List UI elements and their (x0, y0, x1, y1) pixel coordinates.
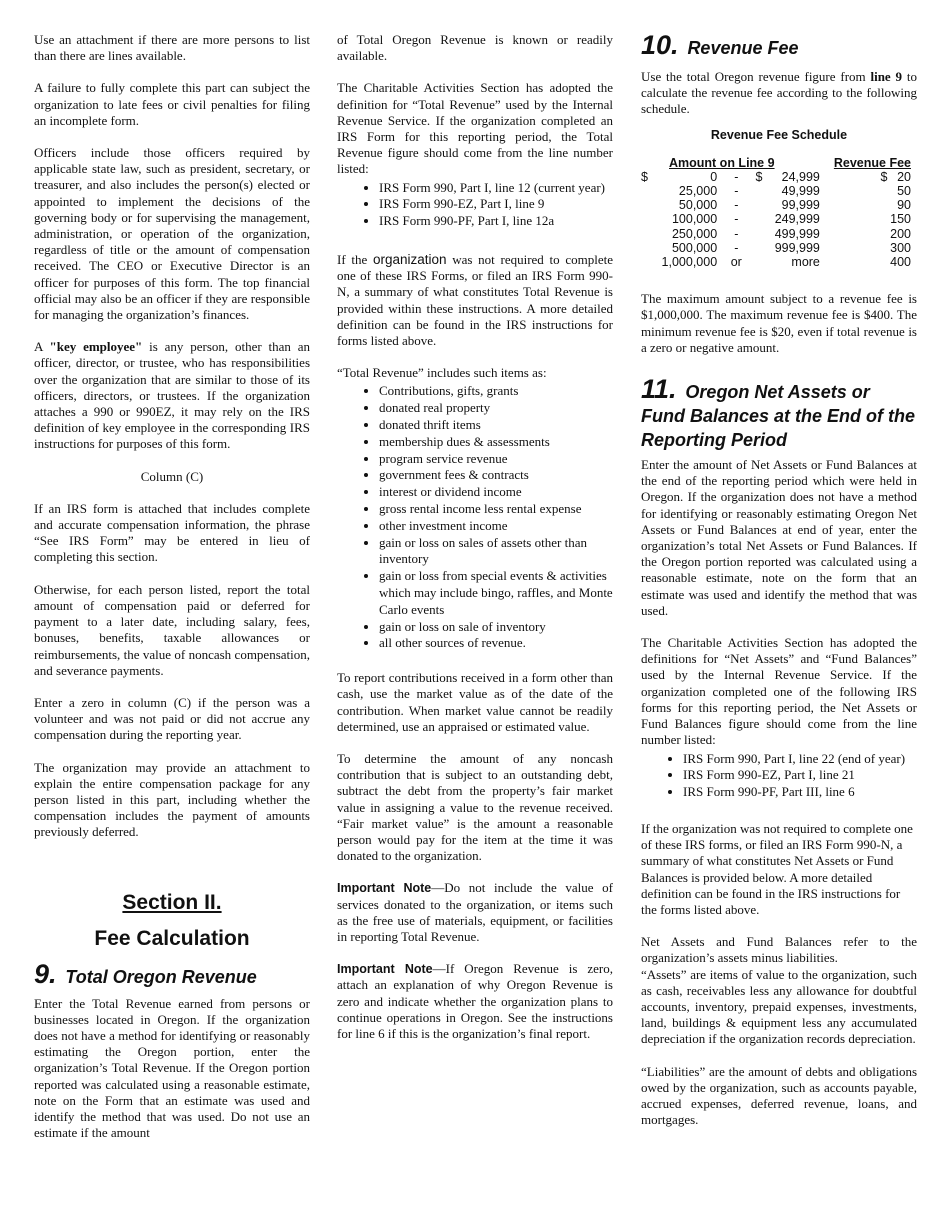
list-item: • gain or loss from special events & activities which may include bingo, raffles, and Monte Carlo events (379, 568, 613, 618)
revenue-items-list (337, 383, 613, 652)
list-item: • IRS Form 990, Part I, line 22 (end of year) (683, 751, 917, 768)
paragraph-known: of Total Oregon Revenue is known or readily available. (337, 32, 613, 64)
column-middle (337, 32, 613, 1058)
fee-cell-cur1 (641, 212, 655, 226)
fee-table-body (641, 170, 911, 269)
paragraph-failure: A failure to fully complete this part can subject the organization to late fees or civil penalties for filing an incomplete form. (34, 80, 310, 128)
fee-cell-fee: 150 (890, 212, 911, 227)
net-assets-irs-list (641, 751, 917, 801)
section-title: Section II. (122, 890, 222, 914)
list-item: • other investment income (379, 518, 613, 535)
paragraph-key-employee (34, 339, 310, 452)
heading-10-title: Revenue Fee (687, 38, 799, 58)
paragraph-revenue-fee (641, 69, 917, 118)
paragraph-maximum: The maximum amount subject to a revenue fee is $1,000,000. The maximum revenue fee is $400. The minimum revenue fee is $20, even if total revenue is a zero or negative amount. (641, 291, 917, 355)
list-item: • gain or loss on sales of assets other than inventory (379, 535, 613, 569)
fee-cell-cur2 (755, 227, 769, 241)
fee-cell-sep: - (734, 184, 739, 199)
fee-cell-fee: 400 (890, 255, 911, 270)
fee-cell-cur3: $ (880, 169, 888, 184)
list-item: • IRS Form 990-PF, Part III, line 6 (683, 784, 917, 801)
key-employee-lead: A (34, 339, 50, 355)
fee-cell-to: 999,999 (774, 240, 820, 255)
fee-cell-cur3 (820, 241, 888, 255)
paragraph-compensation: Otherwise, for each person listed, report the total amount of compensation paid or deferred for payment to a later date, including salary, fees, bonuses, benefits, taxable allowances or reimbursements, the value of noncash compensation, and severance payments. (34, 581, 310, 678)
column-left (34, 32, 310, 1157)
fee-cell-to: more (791, 255, 820, 270)
list-item: • government fees & contracts (379, 467, 613, 484)
fee-cell-cur2: $ (755, 169, 763, 184)
fee-cell-from: 25,000 (678, 184, 718, 199)
paragraph-attachment: Use an attachment if there are more persons to list than there are lines available. (34, 32, 310, 64)
fee-cell-cur3 (820, 255, 888, 269)
fee-cell-from: 0 (710, 169, 718, 184)
fee-cell-sep: - (734, 212, 739, 227)
paragraph-definition: The Charitable Activities Section has adopted the definition for “Total Revenue” used by the Internal Revenue Service. If the organization completed an IRS Form for this reporting period, the Total Revenue figure should come from the line number listed: (337, 80, 613, 177)
fee-cell-from: 250,000 (671, 226, 718, 241)
fee-cell-cur1 (641, 184, 655, 198)
not-required-rest: was not required to complete one of these IRS Forms, or filed an IRS Form 990-N, a summary of what constitutes Total Revenue is provided within these instructions. A more detailed definition can be found in the IRS instructions for forms listed above. (337, 252, 613, 349)
fee-row (641, 170, 911, 184)
list-item: • Contributions, gifts, grants (379, 383, 613, 400)
important-note-label: Important Note (337, 881, 432, 896)
important-note-text: —If Oregon Revenue is zero, attach an explanation of why Oregon Revenue is zero and indicate whether the organization plans to continue operations in Oregon. See the instructions for line 6 if this is the organization’s final report. (337, 961, 613, 1042)
fee-cell-cur2 (755, 212, 769, 226)
header-fee: Revenue Fee (833, 155, 911, 170)
heading-line-10 (641, 30, 917, 61)
column-right (641, 32, 917, 1144)
paragraph-officers: Officers include those officers required by applicable state law, such as president, secretary, or treasurer, and also includes the person(s) elected or appointed to implement the decisions of the governing body or for supervising the management, administration, or operation of the organization, regardless of title or the amount of compensation received. The CEO or Executive Director is an officer for purposes of this form. The top financial official may also be an officer if they are responsible for managing the organization’s finances. (34, 145, 310, 323)
revenue-fee-line-ref: line 9 (870, 69, 903, 84)
list-item: • membership dues & assessments (379, 434, 613, 451)
paragraph-assets: “Assets” are items of value to the organization, such as cash, receivables less any allowance for doubtful accounts, inventory, prepaid expenses, investments, land, buildings & equipment less any accumulated depreciation if the organization records depreciation. (641, 966, 917, 1047)
fee-cell-cur1 (641, 241, 655, 255)
fee-cell-cur2 (755, 198, 769, 212)
fee-cell-cur2 (755, 241, 769, 255)
fee-cell-sep: - (734, 226, 739, 241)
paragraph-net-assets: Enter the amount of Net Assets or Fund Balances at the end of the reporting period which were held in Oregon. If the organization does not have a method for identifying or reasonably estimating Oregon Net Assets or Fund Balances at end of year, enter the organization’s total Net Assets or Fund Balances. If the Oregon portion reported was calculated using a reasonable estimate, note on the form that an estimate was used and identify the method that was used. (641, 457, 917, 618)
fee-cell-cur3 (820, 184, 888, 198)
irs-form-list (337, 180, 613, 230)
important-note-zero-revenue (337, 961, 613, 1042)
fee-row (641, 198, 911, 212)
list-item: • program service revenue (379, 451, 613, 468)
fee-cell-cur1 (641, 255, 655, 269)
paragraph-not-required-990n: If the organization was not required to complete one of these IRS forms, or filed an IRS Form 990-N, a summary of what constitutes Net Assets or Fund Balances is provided below. A more detailed definition can be found in the IRS instructions for the forms listed above. (641, 820, 913, 917)
heading-line-9 (34, 958, 310, 990)
list-item: • IRS Form 990-EZ, Part I, line 9 (379, 196, 613, 213)
paragraph-irs-form: If an IRS form is attached that includes complete and accurate compensation information, the phrase “See IRS Form” may be entered in lieu of completing this section. (34, 500, 310, 565)
fee-cell-from: 100,000 (671, 212, 718, 227)
fee-cell-sep: - (734, 198, 739, 213)
paragraph-liabilities: “Liabilities” are the amount of debts and obligations owed by the organization, such as accounts payable, accrued expenses, deferred revenue, loans, and mortgages. (641, 1063, 917, 1128)
fee-cell-fee: 90 (897, 198, 911, 213)
list-item: • all other sources of revenue. (379, 635, 613, 652)
column-c-heading: Column (C) (140, 468, 204, 484)
fee-cell-cur1: $ (641, 169, 648, 184)
paragraph-attachment-explain: The organization may provide an attachment to explain the entire compensation package for any person listed in this part, including whether the compensation includes the payment of amounts previously deferred. (34, 759, 310, 840)
fee-cell-cur2 (755, 184, 769, 198)
fee-row (641, 212, 911, 226)
fee-row (641, 241, 911, 255)
paragraph-total-revenue: Enter the Total Revenue earned from persons or businesses located in Oregon. If the organization does not have a method for identifying or reasonably estimating the Oregon portion, enter the organization’s Total Revenue. If the Oregon portion reported was calculated using a reasonable estimate, note on the Form that an estimate was used and identify the method that was used. Do not use an estimate if the amount (34, 995, 310, 1141)
list-item: • interest or dividend income (379, 484, 613, 501)
fee-cell-sep: - (734, 169, 739, 184)
list-item: • IRS Form 990-EZ, Part I, line 21 (683, 767, 917, 784)
fee-cell-to: 24,999 (781, 169, 820, 184)
fee-cell-fee: 20 (897, 169, 911, 184)
fee-cell-cur3 (820, 212, 888, 226)
heading-line-11 (641, 374, 917, 453)
important-note-text: —Do not include the value of services donated to the organization, or items such as the free use of materials, equipment, or facilities in reporting Total Revenue. (337, 880, 613, 945)
fee-row (641, 255, 911, 269)
revenue-fee-lead: Use the total Oregon revenue figure from (641, 69, 871, 84)
fee-cell-to: 249,999 (774, 212, 820, 227)
list-item: • donated thrift items (379, 417, 613, 434)
fee-cell-to: 49,999 (781, 184, 820, 199)
paragraph-not-required (337, 252, 613, 349)
fee-cell-cur1 (641, 227, 655, 241)
fee-cell-from: 50,000 (678, 198, 718, 213)
fee-cell-cur3 (820, 227, 888, 241)
fee-cell-cur2 (755, 255, 769, 269)
paragraph-includes: “Total Revenue” includes such items as: (337, 365, 547, 381)
fee-cell-sep: - (734, 240, 739, 255)
heading-9-number: 9. (34, 958, 57, 989)
key-employee-rest: is any person, other than an officer, director, or trustee, who has responsibilities over the organization that are similar to those of its officers, directors, or trustees. If the organization attaches a 990 or 990EZ, it may rely on the IRS definition of key employee in the corresponding IRS instructions for purposes of this form. (34, 339, 311, 452)
header-amount: Amount on Line 9 (669, 155, 775, 170)
heading-9-title: Total Oregon Revenue (65, 966, 257, 987)
fee-cell-fee: 300 (890, 240, 911, 255)
paragraph-assets-minus-liabilities: Net Assets and Fund Balances refer to the organization’s assets minus liabilities. (641, 934, 917, 966)
fee-cell-sep: or (730, 255, 742, 270)
paragraph-noncash-debt: To determine the amount of any noncash contribution that is subject to an outstanding debt, subtract the debt from the property’s fair market value in assigning a value to the revenue received. “Fair market value” is the amount a reasonable person would pay for the item at the time it was donated to the organization. (337, 751, 613, 864)
paragraph-net-assets-definition: The Charitable Activities Section has adopted the definitions for “Net Assets” and “Fund Balances” used by the Internal Revenue Service. If the organization completed one of the following IRS forms for this reporting period, the Net Assets or Fund Balances figure should come from the line number listed: (641, 635, 917, 748)
not-required-lead: If the (337, 252, 373, 268)
fee-table-header (641, 156, 911, 170)
fee-cell-fee: 50 (897, 184, 911, 199)
heading-10-number: 10. (641, 30, 679, 60)
key-employee-term: "key employee" (49, 339, 143, 355)
fee-schedule-table (641, 156, 911, 270)
fee-cell-from: 1,000,000 (661, 255, 718, 270)
list-item: • gross rental income less rental expense (379, 501, 613, 518)
paragraph-volunteer: Enter a zero in column (C) if the person was a volunteer and was not paid or did not accrue any compensation during the reporting year. (34, 694, 310, 743)
list-item: • IRS Form 990, Part I, line 12 (current year) (379, 180, 613, 197)
section-subtitle: Fee Calculation (94, 926, 250, 950)
list-item: • IRS Form 990-PF, Part I, line 12a (379, 213, 613, 230)
not-required-org: organization (372, 252, 447, 268)
heading-11-number: 11. (641, 374, 677, 405)
fee-row (641, 184, 911, 198)
fee-cell-cur1 (641, 198, 655, 212)
list-item: • donated real property (379, 400, 613, 417)
fee-cell-to: 99,999 (781, 198, 820, 213)
fee-row (641, 227, 911, 241)
fee-cell-to: 499,999 (774, 226, 820, 241)
heading-11-title: Oregon Net Assets or Fund Balances at the End of the Reporting Period (641, 382, 916, 451)
list-item: • gain or loss on sale of inventory (379, 619, 613, 636)
important-note-label: Important Note (337, 962, 433, 977)
fee-cell-fee: 200 (890, 226, 911, 241)
fee-cell-cur3 (820, 198, 888, 212)
fee-schedule-title: Revenue Fee Schedule (710, 127, 848, 142)
important-note-services (337, 880, 613, 945)
fee-cell-from: 500,000 (671, 240, 718, 255)
paragraph-noncash-market: To report contributions received in a form other than cash, use the market value as of the date of the contribution. When market value cannot be readily determined, use an appraised or estimated value. (337, 670, 613, 734)
revenue-fee-rest: to calculate the revenue fee according to the following schedule. (641, 69, 917, 117)
